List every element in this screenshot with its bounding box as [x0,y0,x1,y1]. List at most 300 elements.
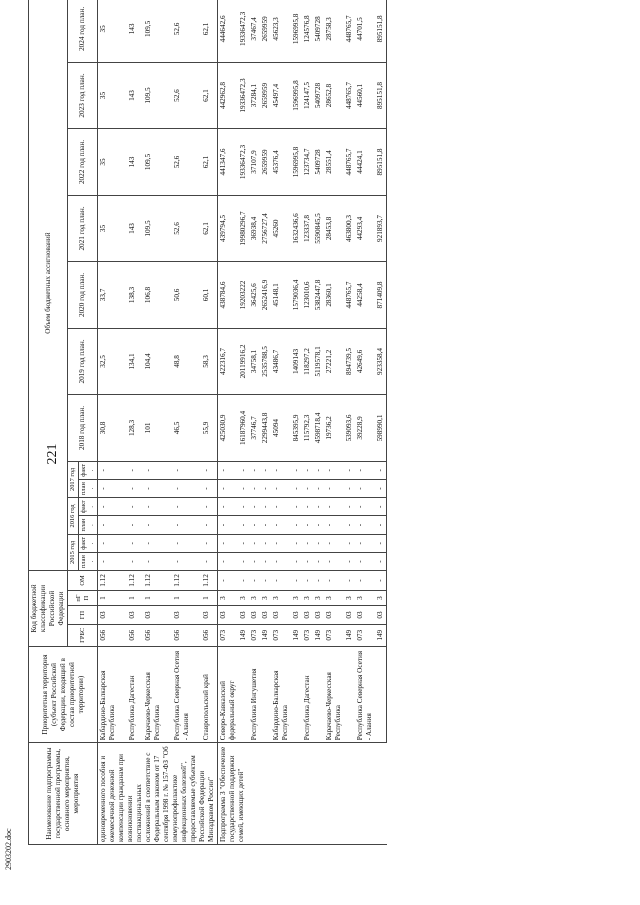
code-cell: 056 [127,624,143,646]
budget-value-cell: 37746,7 [249,395,260,461]
budget-value-cell: 33,7 [98,262,128,328]
budget-value-cell: 539093,6 [344,395,355,461]
budget-value-cell: 35 [98,129,128,195]
code-cell: 3 [324,590,344,606]
plan-fact-cell: - [218,534,239,552]
budget-value-cell: 109,5 [143,62,172,128]
plan-fact-cell: - [249,516,260,534]
plan-fact-cell: - [98,498,128,516]
budget-value-cell: 439794,5 [218,195,239,261]
plan-fact-cell: - [249,534,260,552]
plan-fact-cell: - [249,498,260,516]
budget-value-cell: 35 [98,62,128,128]
code-cell: 149 [344,624,355,646]
budget-value-cell: 5409728 [313,0,324,62]
plan-fact-cell: - [302,516,313,534]
plan-fact-cell: - [249,552,260,570]
budget-value-cell: 448765,7 [344,0,355,62]
plan-fact-cell: - [375,479,387,497]
plan-fact-cell: - [302,552,313,570]
budget-value-cell: 845395,9 [291,395,302,461]
code-cell: 1 [98,590,128,606]
code-cell: 03 [218,606,239,624]
plan-fact-cell: - [291,534,302,552]
budget-value-cell: 143 [127,129,143,195]
row-name-cell: Подпрограмма 3 "Обеспечение государственной поддержки семей, имеющих детей" [218,743,387,845]
budget-value-cell: 28758,3 [324,0,344,62]
plan-fact-cell: - [291,498,302,516]
budget-value-cell: 55,9 [201,395,218,461]
budget-value-cell: 871409,8 [375,262,387,328]
budget-value-cell: 19336472,3 [238,129,249,195]
header-fact: факт. [79,461,98,479]
budget-value-cell: 134,1 [127,328,143,394]
budget-value-cell: 45260 [271,195,291,261]
budget-value-cell: 62,1 [201,129,218,195]
header-fact: факт. [79,534,98,552]
plan-fact-cell: - [238,461,249,479]
budget-value-cell: 37107,9 [249,129,260,195]
budget-value-cell: 2659959 [260,62,271,128]
budget-value-cell: 46,5 [172,395,201,461]
code-cell: 1.12 [172,571,201,591]
plan-fact-cell: - [143,534,172,552]
code-cell: 149 [238,624,249,646]
plan-fact-cell: - [127,461,143,479]
budget-value-cell: 1632436,6 [291,195,302,261]
code-cell: 073 [302,624,313,646]
code-cell: 056 [201,624,218,646]
code-cell: 03 [324,606,344,624]
budget-value-cell: 27221,2 [324,328,344,394]
header-grbs: ГРБС [68,624,98,646]
plan-fact-cell: - [127,498,143,516]
plan-fact-cell: - [98,516,128,534]
plan-fact-cell: - [355,534,375,552]
plan-fact-cell: - [143,479,172,497]
code-cell: 073 [355,624,375,646]
table-row [201,0,218,845]
plan-fact-cell: - [260,534,271,552]
code-cell: 03 [344,606,355,624]
budget-value-cell: 44424,1 [355,129,375,195]
header-year-2018: 2018 год план. [68,395,98,461]
plan-fact-cell: - [238,516,249,534]
budget-value-cell: 422316,7 [218,328,239,394]
plan-fact-cell: - [313,516,324,534]
budget-value-cell: 44258,4 [355,262,375,328]
budget-value-cell: 36425,6 [249,262,260,328]
budget-value-cell: 37284,1 [249,62,260,128]
budget-value-cell: 62,1 [201,195,218,261]
code-cell: 03 [238,606,249,624]
table-row [271,0,291,845]
plan-fact-cell: - [271,461,291,479]
budget-value-cell: 32,5 [98,328,128,394]
plan-fact-cell: - [143,461,172,479]
budget-value-cell: 2756727,4 [260,195,271,261]
header-om: ОМ [68,571,98,591]
plan-fact-cell: - [201,534,218,552]
territory-cell: Республика Дагестан [127,646,143,742]
budget-value-cell: 45623,3 [271,0,291,62]
header-year-2016: 2016 год [68,498,79,535]
plan-fact-cell: - [271,552,291,570]
plan-fact-cell: - [143,498,172,516]
header-year-2017: 2017 год [68,461,79,498]
code-cell: 3 [260,590,271,606]
plan-fact-cell: - [313,552,324,570]
budget-value-cell: 20119916,2 [238,328,249,394]
code-cell: 3 [355,590,375,606]
plan-fact-cell: - [344,552,355,570]
plan-fact-cell: - [324,534,344,552]
budget-value-cell: 52,6 [172,0,201,62]
budget-value-cell: 894739,5 [344,328,355,394]
plan-fact-cell: - [218,479,239,497]
plan-fact-cell: - [98,461,128,479]
code-cell: 3 [218,590,239,606]
header-year-2024: 2024 год план. [68,0,98,62]
table-row [98,0,128,845]
code-cell: 03 [172,606,201,624]
plan-fact-cell: - [355,461,375,479]
budget-value-cell: 30,8 [98,395,128,461]
budget-value-cell: 62,1 [201,62,218,128]
budget-value-cell: 143 [127,62,143,128]
budget-value-cell: 444642,6 [218,0,239,62]
header-budget-group: Объем бюджетных ассигнований [29,0,68,571]
header-plan: план. [79,552,98,570]
plan-fact-cell: - [249,461,260,479]
plan-fact-cell: - [238,552,249,570]
plan-fact-cell: - [238,498,249,516]
table-row [143,0,172,845]
budget-value-cell: 123010,6 [302,262,313,328]
budget-value-cell: 37467,4 [249,0,260,62]
code-cell: 3 [313,590,324,606]
table-row [355,0,375,845]
code-cell: 03 [375,606,387,624]
budget-value-cell: 19336472,3 [238,0,249,62]
budget-value-cell: 19336472,3 [238,62,249,128]
code-cell: - [355,571,375,591]
code-cell: - [249,571,260,591]
plan-fact-cell: - [324,498,344,516]
code-cell: 073 [324,624,344,646]
header-gp: ГП [68,606,98,624]
budget-value-cell: 60,1 [201,262,218,328]
header-name: Наименование подпрограммы государственной программы, основного мероприятия, мероприятия [29,743,98,845]
budget-value-cell: 123337,8 [302,195,313,261]
code-cell: 3 [375,590,387,606]
plan-fact-cell: - [291,479,302,497]
plan-fact-cell: - [302,498,313,516]
budget-value-cell: 58,3 [201,328,218,394]
code-cell: 03 [313,606,324,624]
code-cell: 056 [143,624,172,646]
budget-value-cell: 124576,8 [302,0,313,62]
budget-value-cell: 28360,1 [324,262,344,328]
code-cell: 149 [291,624,302,646]
table-row [291,0,302,845]
plan-fact-cell: - [313,498,324,516]
code-cell: 149 [260,624,271,646]
code-cell: 3 [302,590,313,606]
plan-fact-cell: - [344,461,355,479]
plan-fact-cell: - [271,498,291,516]
code-cell: 03 [260,606,271,624]
plan-fact-cell: - [260,461,271,479]
code-cell: - [291,571,302,591]
territory-cell: Республика Ингушетия [249,646,260,742]
budget-value-cell: 598990,1 [375,395,387,461]
code-cell: 1 [127,590,143,606]
budget-value-cell: 34758,1 [249,328,260,394]
code-cell: 1.12 [143,571,172,591]
code-cell: 073 [218,624,239,646]
plan-fact-cell: - [201,552,218,570]
table-row [344,0,355,845]
budget-value-cell: 45376,4 [271,129,291,195]
code-cell: 056 [172,624,201,646]
header-year-2015: 2015 год [68,534,79,571]
budget-value-cell: 109,5 [143,0,172,62]
table-row [218,0,239,845]
budget-value-cell: 5590845,5 [313,195,324,261]
code-cell: - [302,571,313,591]
plan-fact-cell: - [375,552,387,570]
plan-fact-cell: - [143,516,172,534]
budget-value-cell: 35 [98,0,128,62]
plan-fact-cell: - [172,516,201,534]
territory-cell [291,646,302,742]
budget-value-cell: 124147,5 [302,62,313,128]
code-cell: 073 [271,624,291,646]
plan-fact-cell: - [143,552,172,570]
header-year-2023: 2023 год план. [68,62,98,128]
budget-value-cell: 2299443,8 [260,395,271,461]
budget-value-cell: 463800,3 [344,195,355,261]
code-cell: 1 [201,590,218,606]
code-cell: 03 [143,606,172,624]
code-cell: - [344,571,355,591]
code-cell: 03 [291,606,302,624]
plan-fact-cell: - [344,498,355,516]
plan-fact-cell: - [201,498,218,516]
code-cell: - [271,571,291,591]
budget-value-cell: 4598718,4 [313,395,324,461]
budget-value-cell: 28551,4 [324,129,344,195]
plan-fact-cell: - [201,479,218,497]
code-cell: 3 [291,590,302,606]
budget-value-cell: 28453,8 [324,195,344,261]
header-pgp: пГП [68,590,98,606]
code-cell: 149 [375,624,387,646]
plan-fact-cell: - [127,552,143,570]
code-cell: 1 [172,590,201,606]
budget-value-cell: 44293,4 [355,195,375,261]
plan-fact-cell: - [98,552,128,570]
budget-value-cell: 115792,3 [302,395,313,461]
code-cell: 056 [98,624,128,646]
plan-fact-cell: - [291,461,302,479]
territory-cell [260,646,271,742]
budget-value-cell: 28652,8 [324,62,344,128]
header-year-2020: 2020 год план. [68,262,98,328]
budget-value-cell: 5409728 [313,129,324,195]
plan-fact-cell: - [98,479,128,497]
code-cell: - [218,571,239,591]
code-cell: 03 [249,606,260,624]
plan-fact-cell: - [172,552,201,570]
plan-fact-cell: - [344,516,355,534]
budget-value-cell: 19736,2 [324,395,344,461]
budget-value-cell: 123734,7 [302,129,313,195]
header-year-2022: 2022 год план. [68,129,98,195]
territory-cell [344,646,355,742]
plan-fact-cell: - [271,534,291,552]
table-row [313,0,324,845]
budget-value-cell: 1409143 [291,328,302,394]
budget-value-cell: 50,6 [172,262,201,328]
plan-fact-cell: - [218,461,239,479]
code-cell: 073 [249,624,260,646]
plan-fact-cell: - [98,534,128,552]
territory-cell: Республика Северная Осетия - Алания [355,646,375,742]
code-cell: 03 [98,606,128,624]
budget-value-cell: 5382447,8 [313,262,324,328]
plan-fact-cell: - [260,516,271,534]
budget-value-cell: 2659959 [260,129,271,195]
header-plan: план. [79,516,98,534]
budget-value-cell: 441347,6 [218,129,239,195]
budget-value-cell: 43486,7 [271,328,291,394]
header-fact: факт. [79,498,98,516]
plan-fact-cell: - [302,534,313,552]
territory-cell: Карачаево-Черкесская Республика [143,646,172,742]
plan-fact-cell: - [355,516,375,534]
budget-value-cell: 44701,5 [355,0,375,62]
plan-fact-cell: - [302,461,313,479]
plan-fact-cell: - [344,534,355,552]
table-row [238,0,249,845]
code-cell: 3 [238,590,249,606]
plan-fact-cell: - [324,552,344,570]
code-cell: 03 [355,606,375,624]
plan-fact-cell: - [172,461,201,479]
budget-value-cell: 19980296,7 [238,195,249,261]
territory-cell: Кабардино-Балкарская Республика [98,646,128,742]
plan-fact-cell: - [271,516,291,534]
budget-value-cell: 118297,2 [302,328,313,394]
budget-value-cell: 5119578,1 [313,328,324,394]
row-name-cell: единовременного пособия и ежемесячной денежной компенсации гражданам при возникновении поствакцинальных осложнений в соответствие с Федеральным законом от 17 сентября 1998 г. № 157-ФЗ "Об иммунопрофилактике инфекционных болезней", предоставляемые субъектам Российской Федерации Минздравом России" [98,743,218,845]
budget-value-cell: 895151,8 [375,0,387,62]
budget-value-cell: 448765,7 [344,129,355,195]
code-cell: 1.12 [127,571,143,591]
plan-fact-cell: - [313,461,324,479]
plan-fact-cell: - [375,498,387,516]
territory-cell: Ставропольский край [201,646,218,742]
plan-fact-cell: - [355,552,375,570]
budget-value-cell: 143 [127,195,143,261]
plan-fact-cell: - [127,516,143,534]
header-year-2021: 2021 год план. [68,195,98,261]
budget-value-cell: 143 [127,0,143,62]
plan-fact-cell: - [324,479,344,497]
plan-fact-cell: - [238,479,249,497]
plan-fact-cell: - [249,479,260,497]
budget-value-cell: 1596995,8 [291,62,302,128]
page-number: 221 [45,443,60,465]
plan-fact-cell: - [172,498,201,516]
budget-value-cell: 16187960,4 [238,395,249,461]
code-cell: - [238,571,249,591]
plan-fact-cell: - [260,479,271,497]
plan-fact-cell: - [172,479,201,497]
budget-value-cell: 2659959 [260,0,271,62]
header-plan: план. [79,479,98,497]
budget-value-cell: 101 [143,395,172,461]
budget-table [28,0,387,845]
territory-cell: Республика Северная Осетия - Алания [172,646,201,742]
header-year-2019: 2019 год план. [68,328,98,394]
budget-value-cell: 442962,8 [218,62,239,128]
plan-fact-cell: - [127,534,143,552]
header-territory: Приоритетная территория (субъект Российской Федерации, входящий в состав приоритетной территории) [29,646,98,742]
plan-fact-cell: - [260,498,271,516]
budget-value-cell: 5409728 [313,62,324,128]
code-cell: 1 [143,590,172,606]
table-body [98,0,387,845]
code-cell: 1.12 [98,571,128,591]
budget-value-cell: 895151,8 [375,62,387,128]
plan-fact-cell: - [127,479,143,497]
plan-fact-cell: - [324,461,344,479]
table-row [375,0,387,845]
code-cell: 3 [271,590,291,606]
code-cell: - [324,571,344,591]
budget-value-cell: 109,5 [143,195,172,261]
budget-value-cell: 1579036,4 [291,262,302,328]
budget-value-cell: 438784,6 [218,262,239,328]
code-cell: 149 [313,624,324,646]
rotated-page [28,0,588,845]
plan-fact-cell: - [260,552,271,570]
budget-value-cell: 45148,1 [271,262,291,328]
budget-value-cell: 39228,9 [355,395,375,461]
territory-cell: Карачаево-Черкесская Республика [324,646,344,742]
plan-fact-cell: - [218,498,239,516]
territory-cell [375,646,387,742]
budget-value-cell: 923358,4 [375,328,387,394]
code-cell: 03 [127,606,143,624]
budget-value-cell: 2652416,9 [260,262,271,328]
plan-fact-cell: - [218,516,239,534]
plan-fact-cell: - [291,516,302,534]
plan-fact-cell: - [375,516,387,534]
budget-value-cell: 2535788,5 [260,328,271,394]
code-cell: 03 [302,606,313,624]
code-cell: - [313,571,324,591]
budget-value-cell: 448765,7 [344,62,355,128]
budget-value-cell: 1596995,8 [291,129,302,195]
budget-value-cell: 36938,4 [249,195,260,261]
code-cell: - [375,571,387,591]
plan-fact-cell: - [238,534,249,552]
plan-fact-cell: - [375,534,387,552]
